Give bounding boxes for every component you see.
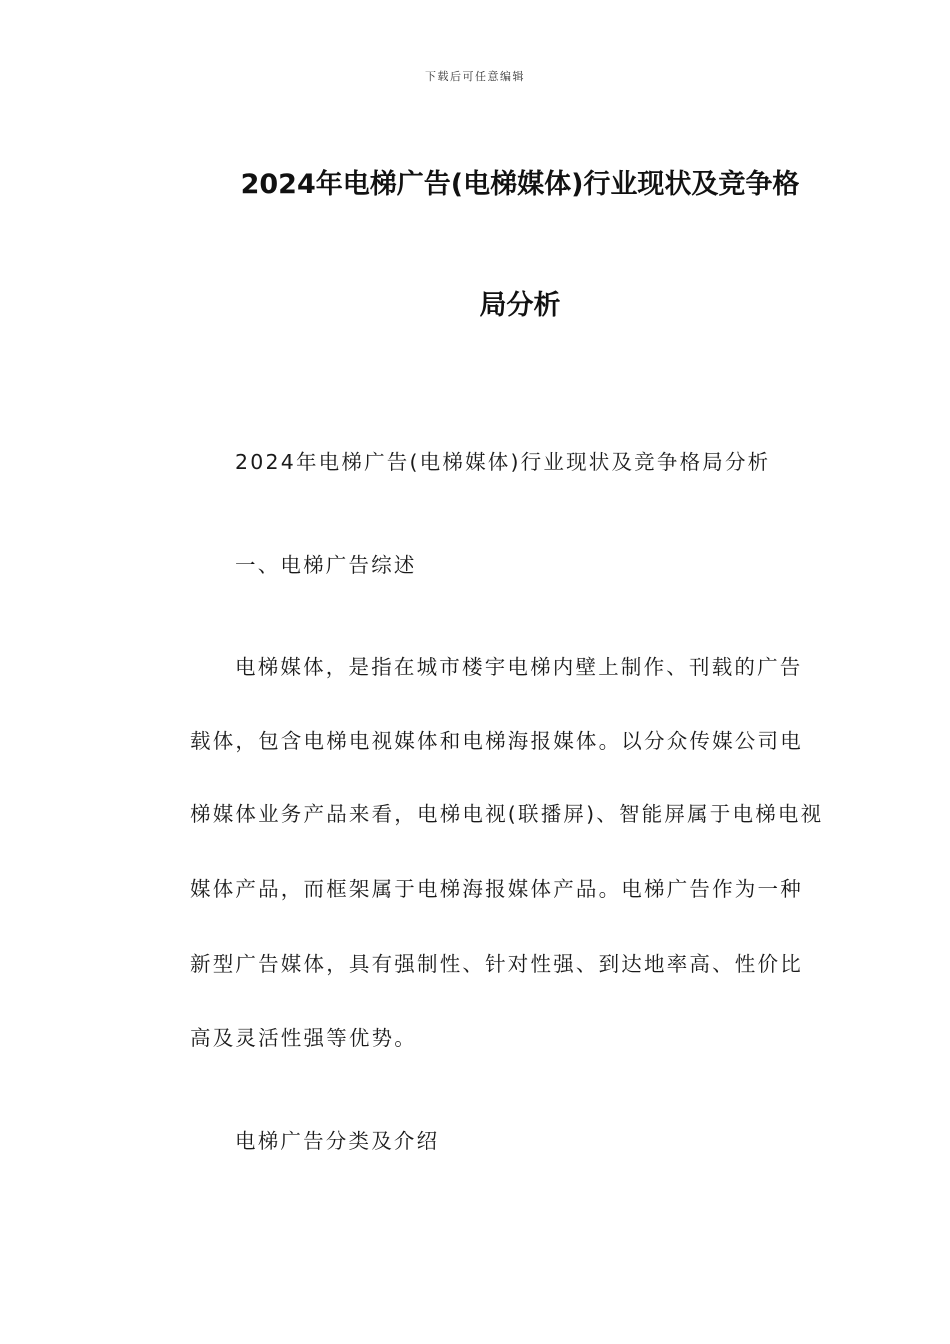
- section-heading-overview: 一、电梯广告综述: [235, 553, 417, 577]
- paragraph-line: 电梯媒体，是指在城市楼宇电梯内壁上制作、刊载的广告: [235, 655, 803, 679]
- paragraph-line: 高及灵活性强等优势。: [190, 1026, 417, 1050]
- document-title-line-2: 局分析: [479, 290, 561, 321]
- document-title-line-1: 2024年电梯广告(电梯媒体)行业现状及竞争格: [240, 169, 800, 200]
- paragraph-line: 媒体产品，而框架属于电梯海报媒体产品。电梯广告作为一种: [190, 877, 803, 901]
- header-note: 下载后可任意编辑: [425, 70, 525, 83]
- subsection-heading-classification: 电梯广告分类及介绍: [235, 1129, 440, 1153]
- paragraph-line: 新型广告媒体，具有强制性、针对性强、到达地率高、性价比: [190, 952, 803, 976]
- document-subtitle: 2024年电梯广告(电梯媒体)行业现状及竞争格局分析: [235, 450, 771, 474]
- paragraph-line: 载体，包含电梯电视媒体和电梯海报媒体。以分众传媒公司电: [190, 729, 803, 753]
- paragraph-line: 梯媒体业务产品来看，电梯电视(联播屏)、智能屏属于电梯电视: [190, 802, 824, 826]
